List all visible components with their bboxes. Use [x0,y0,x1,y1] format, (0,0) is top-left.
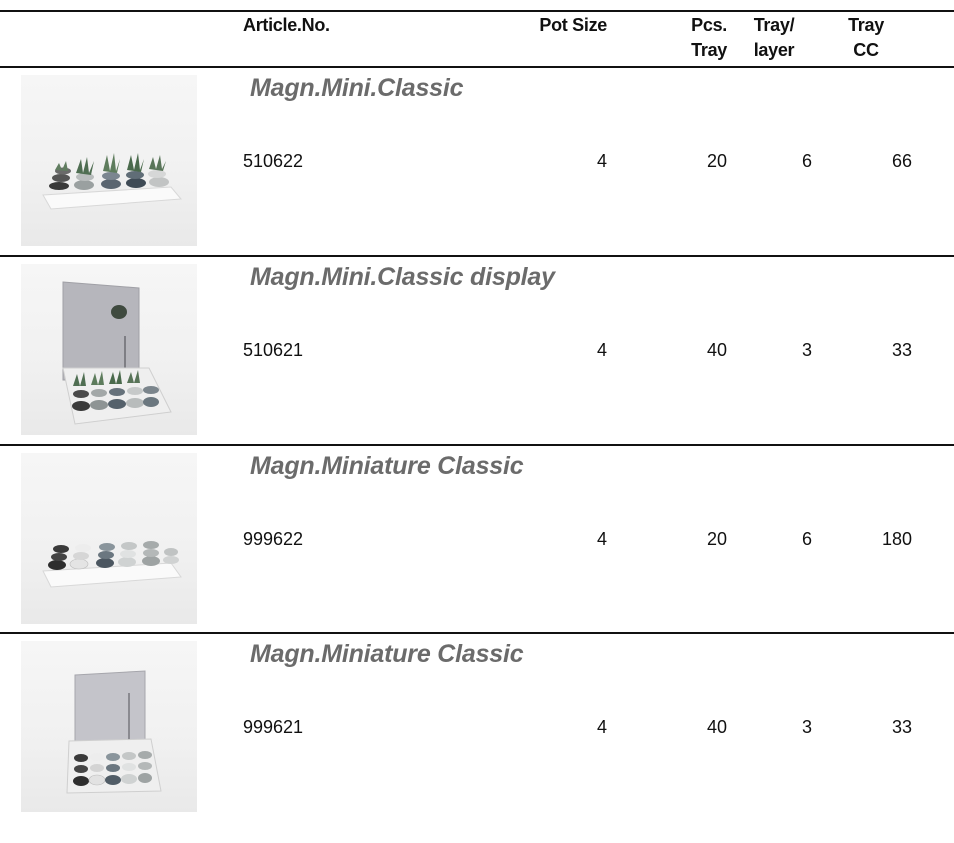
pcs-tray: 40 [706,717,727,737]
tray-cc: 66 [891,151,912,171]
pot-size: 4 [596,340,607,360]
tray-layer: 3 [801,717,812,737]
product-name: Magn.Miniature Classic [250,640,524,668]
header-article-no: Article.No. [243,15,330,35]
product-row [0,256,954,445]
product-row [0,633,954,822]
header-tray-cc: Tray CC [848,15,884,60]
tray-layer: 6 [801,151,812,171]
product-row [0,445,954,634]
pot-size: 4 [596,151,607,171]
product-name: Magn.Mini.Classic [250,74,464,102]
tray-layer: 6 [801,529,812,549]
product-photo [21,264,197,435]
product-photo [21,75,197,246]
tray-cc: 180 [881,529,912,549]
header-tray-layer: Tray/ layer [753,15,795,60]
pot-icon-group [49,153,169,190]
product-name: Magn.Miniature Classic [250,452,524,480]
article-no: 510622 [243,151,304,171]
table-top-rule [0,10,954,12]
product-photo [21,453,197,624]
article-no: 999622 [243,529,304,549]
product-row [0,67,954,256]
product-photo [21,641,197,812]
header-pcs-tray: Pcs. Tray [691,15,727,60]
pot-size: 4 [596,529,607,549]
pcs-tray: 20 [706,529,727,549]
tray-cc: 33 [891,717,912,737]
product-name: Magn.Mini.Classic display [250,263,555,291]
header-pot-size: Pot Size [539,15,607,35]
pcs-tray: 40 [706,340,727,360]
pcs-tray: 20 [706,151,727,171]
article-no: 510621 [243,340,304,360]
pot-size: 4 [596,717,607,737]
article-no: 999621 [243,717,304,737]
tray-layer: 3 [801,340,812,360]
tray-cc: 33 [891,340,912,360]
